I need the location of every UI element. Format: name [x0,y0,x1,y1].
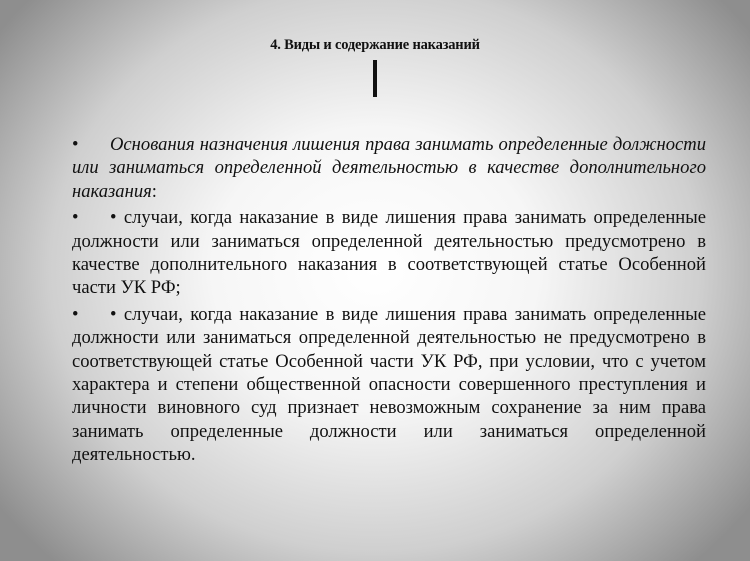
paragraph-case-1 [72,206,706,300]
slide-body [72,133,706,470]
bullet-icon: • [72,134,79,155]
text-cursor-bar [373,60,377,97]
bullet-icon: • [72,207,79,229]
slide-title: 4. Виды и содержание наказаний [270,37,480,53]
paragraph-text: • случаи, когда наказание в виде лишения права занимать определенные должности или заниматься определенной деятельностью не предусмотрено в соответствующей статье Особенной части УК РФ, при условии, что с учетом характера и степени общественной опасности совершенного преступления и личности виновного суд признает невозможным сохранение за ним права занимать определенные должности или заниматься определенной деятельностью. [72,303,706,466]
paragraph-text: • случаи, когда наказание в виде лишения права занимать определенные должности или заниматься определенной деятельностью предусмотрено в качестве дополнительного наказания в соответствующей статье Особенной части УК РФ; [72,207,706,299]
paragraph-grounds [72,133,706,203]
paragraph-suffix: : [151,180,157,202]
bullet-icon: • [72,303,79,325]
paragraph-case-2 [72,303,706,467]
paragraph-text: Основания назначения лишения права занимать определенные должности или заниматься определенной деятельностью в качестве дополнительного наказания [72,134,706,202]
